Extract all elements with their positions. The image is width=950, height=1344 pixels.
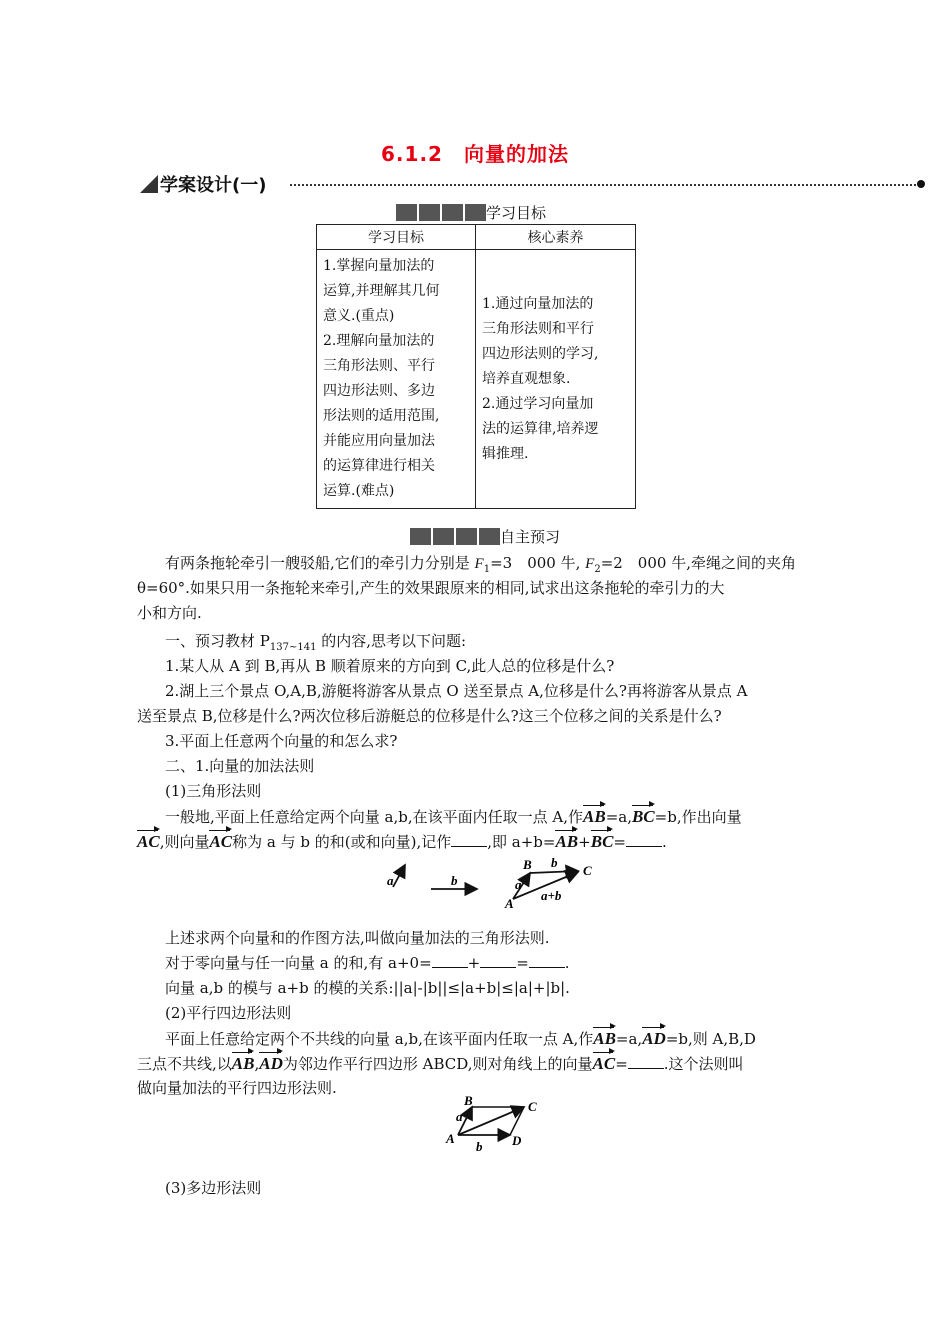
section-label-goals: 学习目标 bbox=[486, 204, 547, 222]
table-header-literacy: 核心素养 bbox=[476, 225, 636, 250]
goals-table bbox=[316, 224, 636, 509]
question-2b: 送至景点 B,位移是什么?两次位移后游艇总的位移是什么?这三个位移之间的关系是什么? bbox=[137, 707, 722, 725]
banner-dotted-rule bbox=[290, 184, 920, 186]
vector-AB: AB bbox=[232, 1051, 255, 1076]
intro-line-2: θ=60°.如果只用一条拖轮来牵引,产生的效果跟原来的相同,试求出这条拖轮的牵引力的大 bbox=[137, 579, 725, 597]
label-a: a bbox=[456, 1109, 463, 1124]
intro-line-1: 有两条拖轮牵引一艘驳船,它们的牵引力分别是 $F_1=3$ 000 牛, $F_2=2$ 000 牛,牵绳之间的夹角 bbox=[165, 554, 796, 575]
heading-blocks-icon bbox=[396, 204, 486, 221]
label-B: B bbox=[523, 857, 532, 872]
triangle-rule-figure bbox=[385, 855, 605, 911]
preview-intro: 一、预习教材 $P_{137\sim 141}$ 的内容,思考以下问题: bbox=[165, 632, 467, 653]
vector-AD: AD bbox=[642, 1026, 666, 1051]
vector-BC: BC bbox=[632, 804, 655, 829]
fill-blank bbox=[626, 832, 662, 847]
table-cell-literacy: 1.通过向量加法的 三角形法则和平行 四边形法则的学习, 培养直观想象. 2.通过学习向量加 法的运算律,培养逻 辑推理. bbox=[476, 250, 636, 509]
modulus-line: 向量 a,b 的模与 a+b 的模的关系:||a|-|b||≤|a+b|≤|a|+|b|. bbox=[165, 979, 570, 997]
label-A: A bbox=[505, 896, 514, 911]
label-b: b bbox=[551, 855, 558, 870]
page-title: 6.1.2 向量的加法 bbox=[381, 142, 569, 166]
parallelogram-rule-line-2: 三点不共线,以AB,AD为邻边作平行四边形 ABCD,则对角线上的向量AC= .这个法则叫 bbox=[137, 1051, 744, 1077]
fill-blank bbox=[628, 1054, 664, 1069]
triangle-vector-b bbox=[530, 871, 578, 873]
vector-AB: AB bbox=[593, 1026, 616, 1051]
label-a: a bbox=[387, 873, 394, 888]
fill-blank bbox=[529, 953, 565, 968]
question-2a: 2.湖上三个景点 O,A,B,游艇将游客从景点 O 送至景点 A,位移是什么?再将游客从景点 A bbox=[165, 682, 748, 700]
banner-triangle-icon bbox=[140, 175, 158, 193]
label-a: a bbox=[515, 877, 522, 892]
heading-blocks-icon bbox=[410, 528, 500, 545]
triangle-rule-line-1: 一般地,平面上任意给定两个向量 a,b,在该平面内任取一点 A,作AB=a,BC=b,作出向量 bbox=[165, 804, 742, 830]
vector-BC: BC bbox=[591, 829, 614, 854]
section-banner bbox=[140, 172, 266, 196]
section-heading-goals bbox=[396, 202, 546, 223]
label-D: D bbox=[512, 1133, 522, 1148]
vector-AC: AC bbox=[137, 829, 160, 854]
section-heading-preview bbox=[410, 526, 560, 547]
question-1: 1.某人从 A 到 B,再从 B 顺着原来的方向到 C,此人总的位移是什么? bbox=[165, 657, 615, 675]
vector-AC: AC bbox=[209, 829, 232, 854]
table-cell-goals: 1.掌握向量加法的 运算,并理解其几何 意义.(重点) 2.理解向量加法的 三角形法则、平行 四边形法则、多边 形法则的适用范围, 并能应用向量加法 的运算律进行相关 运算.(难点) bbox=[317, 250, 476, 509]
banner-dot-end-icon bbox=[917, 180, 925, 188]
banner-text: 学案设计(一) bbox=[160, 175, 267, 196]
parallelogram-figure bbox=[440, 1093, 550, 1157]
label-A: A bbox=[446, 1131, 455, 1146]
triangle-rule-title: (1)三角形法则 bbox=[165, 782, 262, 800]
vector-AB: AB bbox=[555, 829, 578, 854]
parallelogram-rule-line-3: 做向量加法的平行四边形法则. bbox=[137, 1079, 337, 1097]
vector-a-arrow bbox=[393, 865, 405, 887]
fill-blank bbox=[480, 953, 516, 968]
parallelogram-rule-line-1: 平面上任意给定两个不共线的向量 a,b,在该平面内任取一点 A,作AB=a,AD=b,则 A,B,D bbox=[165, 1026, 756, 1052]
vector-AC: AC bbox=[593, 1051, 616, 1076]
triangle-rule-line-3: 上述求两个向量和的作图方法,叫做向量加法的三角形法则. bbox=[165, 929, 550, 947]
rules-heading: 二、1.向量的加法法则 bbox=[165, 757, 315, 775]
zero-vector-line: 对于零向量与任一向量 a 的和,有 a+0= + = . bbox=[165, 954, 570, 972]
polygon-rule-title: (3)多边形法则 bbox=[165, 1179, 262, 1197]
triangle-rule-line-2: AC,则向量AC称为 a 与 b 的和(或和向量),记作 ,即 a+b=AB+BC= . bbox=[137, 829, 667, 855]
section-label-preview: 自主预习 bbox=[500, 528, 561, 546]
intro-line-3: 小和方向. bbox=[137, 604, 202, 622]
label-C: C bbox=[528, 1099, 537, 1114]
label-b: b bbox=[451, 873, 458, 888]
table-header-goals: 学习目标 bbox=[317, 225, 476, 250]
fill-blank bbox=[432, 953, 468, 968]
label-b: b bbox=[476, 1139, 483, 1154]
parallelogram-rule-title: (2)平行四边形法则 bbox=[165, 1004, 292, 1022]
vector-AD: AD bbox=[259, 1051, 283, 1076]
question-3: 3.平面上任意两个向量的和怎么求? bbox=[165, 732, 398, 750]
fill-blank bbox=[451, 832, 487, 847]
label-C: C bbox=[583, 863, 592, 878]
parallelogram-diagonal-AC bbox=[458, 1107, 524, 1135]
vector-AB: AB bbox=[583, 804, 606, 829]
label-sum: a+b bbox=[541, 888, 562, 903]
label-B: B bbox=[464, 1093, 473, 1108]
